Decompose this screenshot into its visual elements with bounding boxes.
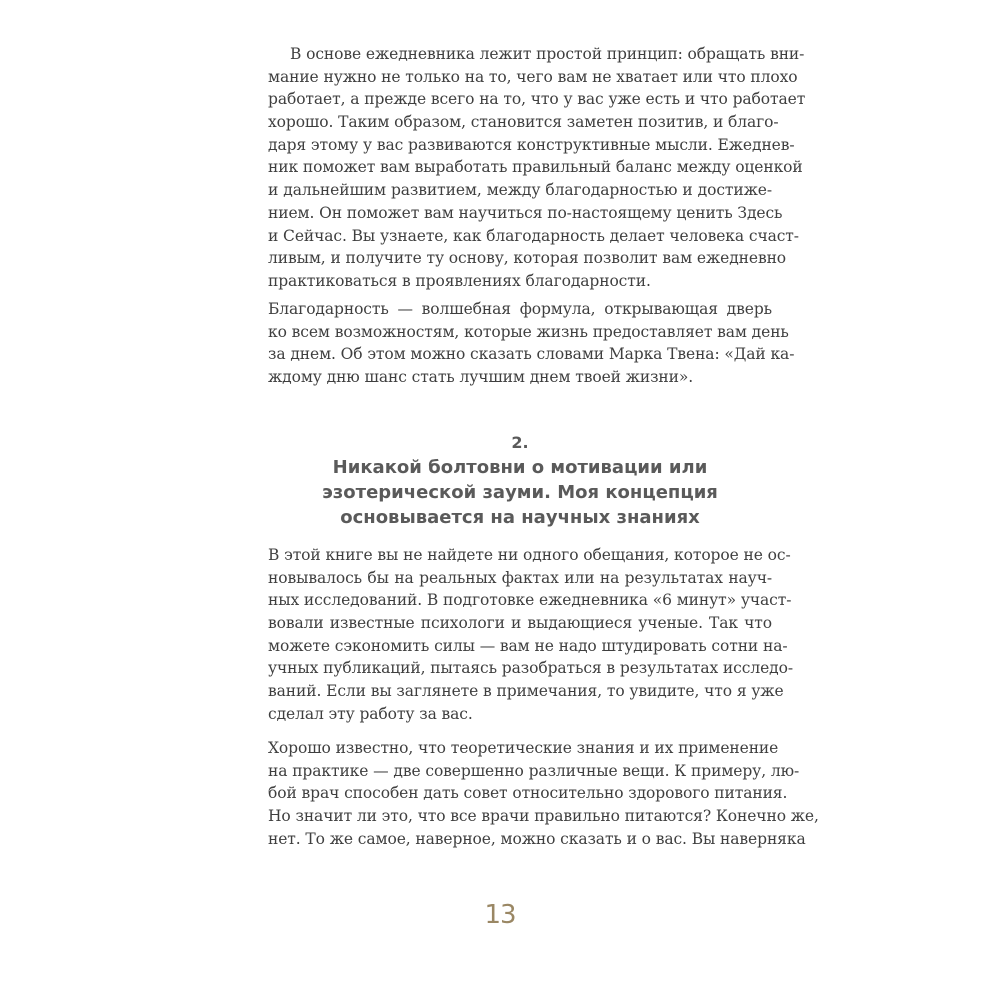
paragraph-line: нием. Он поможет вам научиться по-настоящему ценить Здесь: [268, 203, 783, 222]
paragraph-line: работает, а прежде всего на то, что у вас уже есть и что работает: [268, 90, 806, 109]
paragraph-science: [268, 544, 793, 726]
paragraph-line: бой врач способен дать совет относительно здорового питания.: [268, 784, 788, 803]
paragraph-theory-practice: [268, 737, 819, 850]
paragraph-line: Благодарность — волшебная формула, открывающая дверь: [268, 300, 772, 318]
paragraph-line: и Сейчас. Вы узнаете, как благодарность делает человека счаст-: [268, 226, 799, 245]
paragraph-line: хорошо. Таким образом, становится заметен позитив, и благо-: [268, 113, 779, 132]
section-number: 2.: [511, 433, 529, 452]
paragraph-line: практиковаться в проявлениях благодарности.: [268, 271, 651, 290]
paragraph-line: новывалось бы на реальных фактах или на результатах науч-: [268, 568, 772, 587]
paragraph-line: ваний. Если вы заглянете в примечания, то увидите, что я уже: [268, 682, 784, 701]
section-heading: [268, 431, 772, 530]
paragraph-line: ждому дню шанс стать лучшим днем твоей жизни».: [268, 368, 694, 387]
paragraph-line: ник поможет вам выработать правильный баланс между оценкой: [268, 158, 803, 177]
paragraph-line: В этой книге вы не найдете ни одного обещания, которое не ос-: [268, 546, 791, 564]
paragraph-line: учных публикаций, пытаясь разобраться в результатах исследо-: [268, 659, 793, 678]
paragraph-line: ливым, и получите ту основу, которая позволит вам ежедневно: [268, 249, 787, 268]
paragraph-line: Но значит ли это, что все врачи правильно питаются? Конечно же,: [268, 807, 819, 826]
section-title-line: основывается на научных знаниях: [340, 507, 700, 528]
paragraph-principle: [268, 43, 806, 293]
section-title-line: эзотерической зауми. Моя концепция: [322, 482, 718, 503]
paragraph-line: нет. То же самое, наверное, можно сказать и о вас. Вы наверняка: [268, 829, 806, 848]
paragraph-line: ных исследований. В подготовке ежедневника «6 минут» участ-: [268, 591, 792, 610]
paragraph-line: ко всем возможностям, которые жизнь предоставляет вам день: [268, 322, 789, 341]
paragraph-line: В основе ежедневника лежит простой принцип: обращать вни-: [290, 45, 805, 63]
page-number: 13: [484, 900, 516, 930]
paragraph-line: и дальнейшим развитием, между благодарностью и достиже-: [268, 181, 772, 200]
paragraph-line: даря этому у вас развиваются конструктивные мысли. Ежеднев-: [268, 135, 795, 154]
paragraph-line: на практике — две совершенно различные вещи. К примеру, лю-: [268, 761, 800, 780]
section-title-line: Никакой болтовни о мотивации или: [332, 457, 708, 478]
paragraph-line: вовали известные психологи и выдающиеся ученые. Так что: [268, 614, 772, 633]
paragraph-line: Хорошо известно, что теоретические знания и их применение: [268, 739, 779, 757]
paragraph-line: за днем. Об этом можно сказать словами Марка Твена: «Дай ка-: [268, 345, 795, 364]
paragraph-line: сделал эту работу за вас.: [268, 704, 473, 723]
paragraph-gratitude: [268, 298, 795, 389]
paragraph-line: можете сэкономить силы — вам не надо штудировать сотни на-: [268, 636, 788, 655]
paragraph-line: мание нужно не только на то, чего вам не хватает или что плохо: [268, 67, 798, 86]
